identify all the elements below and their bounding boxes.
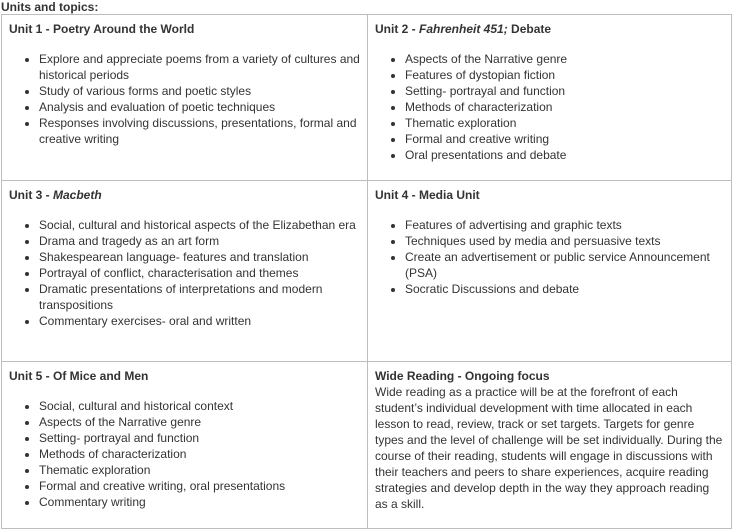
- unit-5-title-prefix: Unit 5 -: [9, 369, 53, 383]
- unit-3-title-main: Macbeth: [53, 188, 102, 202]
- list-item: • Study of various forms and poetic styles: [39, 83, 360, 99]
- unit-3-title: [9, 187, 360, 203]
- list-item: • Social, cultural and historical aspects of the Elizabethan era: [39, 217, 360, 233]
- unit-1-topic-list: [9, 51, 360, 147]
- unit-5-topic-list: [9, 398, 360, 510]
- unit-4-cell: [368, 181, 732, 362]
- unit-2-cell: [368, 15, 732, 181]
- list-item: • Aspects of the Narrative genre: [405, 51, 724, 67]
- unit-1-title-main: Poetry Around the World: [53, 22, 195, 36]
- unit-5-title-main: Of Mice and Men: [53, 369, 149, 383]
- unit-4-title: [375, 187, 724, 203]
- list-item: • Methods of characterization: [39, 446, 360, 462]
- unit-2-topic-list: [375, 51, 724, 163]
- list-item: • Thematic exploration: [39, 462, 360, 478]
- units-and-topics-heading: Units and topics:: [1, 0, 99, 14]
- units-table: [1, 14, 732, 529]
- table-row: [2, 362, 732, 529]
- unit-4-title-main: Media Unit: [419, 188, 480, 202]
- wide-reading-cell: [368, 362, 732, 529]
- list-item: • Socratic Discussions and debate: [405, 281, 724, 297]
- list-item: • Shakespearean language- features and translation: [39, 249, 360, 265]
- list-item: • Setting- portrayal and function: [39, 430, 360, 446]
- list-item: • Responses involving discussions, presentations, formal and creative writing: [39, 115, 360, 147]
- list-item: • Create an advertisement or public service Announcement (PSA): [405, 249, 724, 281]
- list-item: • Dramatic presentations of interpretations and modern transpositions: [39, 281, 360, 313]
- unit-1-title: [9, 21, 360, 37]
- wide-reading-title: Wide Reading - Ongoing focus: [375, 369, 550, 383]
- list-item: • Oral presentations and debate: [405, 147, 724, 163]
- list-item: • Formal and creative writing: [405, 131, 724, 147]
- list-item: • Formal and creative writing, oral presentations: [39, 478, 360, 494]
- unit-2-title-suffix: Debate: [507, 22, 552, 36]
- unit-2-title-prefix: Unit 2 -: [375, 22, 419, 36]
- unit-1-cell: [2, 15, 368, 181]
- table-row: [2, 181, 732, 362]
- list-item: • Analysis and evaluation of poetic techniques: [39, 99, 360, 115]
- list-item: • Drama and tragedy as an art form: [39, 233, 360, 249]
- unit-2-title: [375, 21, 724, 37]
- list-item: • Explore and appreciate poems from a variety of cultures and historical periods: [39, 51, 360, 83]
- unit-1-title-prefix: Unit 1 -: [9, 22, 53, 36]
- unit-4-title-prefix: Unit 4 -: [375, 188, 419, 202]
- list-item: • Social, cultural and historical context: [39, 398, 360, 414]
- unit-5-cell: [2, 362, 368, 529]
- list-item: • Thematic exploration: [405, 115, 724, 131]
- unit-4-topic-list: [375, 217, 724, 297]
- list-item: • Features of dystopian fiction: [405, 67, 724, 83]
- unit-3-title-prefix: Unit 3 -: [9, 188, 53, 202]
- wide-reading-text: Wide reading as a practice will be at the forefront of each student’s individual development with time allocated in each lesson to read, review, track or set targets. Targets for genre types and the level of challenge will be set individually. During the course of their reading, students will engage in discussions with their teachers and peers to share experiences, acquire reading strategies and develop depth in the way they approach reading as a skill.: [375, 385, 723, 511]
- list-item: • Features of advertising and graphic texts: [405, 217, 724, 233]
- list-item: • Setting- portrayal and function: [405, 83, 724, 99]
- unit-2-title-main: Fahrenheit 451;: [419, 22, 508, 36]
- unit-3-topic-list: [9, 217, 360, 329]
- table-row: [2, 15, 732, 181]
- unit-5-title: [9, 368, 360, 384]
- list-item: • Commentary exercises- oral and written: [39, 313, 360, 329]
- unit-3-cell: [2, 181, 368, 362]
- list-item: • Commentary writing: [39, 494, 360, 510]
- list-item: • Methods of characterization: [405, 99, 724, 115]
- list-item: • Portrayal of conflict, characterisation and themes: [39, 265, 360, 281]
- list-item: • Techniques used by media and persuasive texts: [405, 233, 724, 249]
- list-item: • Aspects of the Narrative genre: [39, 414, 360, 430]
